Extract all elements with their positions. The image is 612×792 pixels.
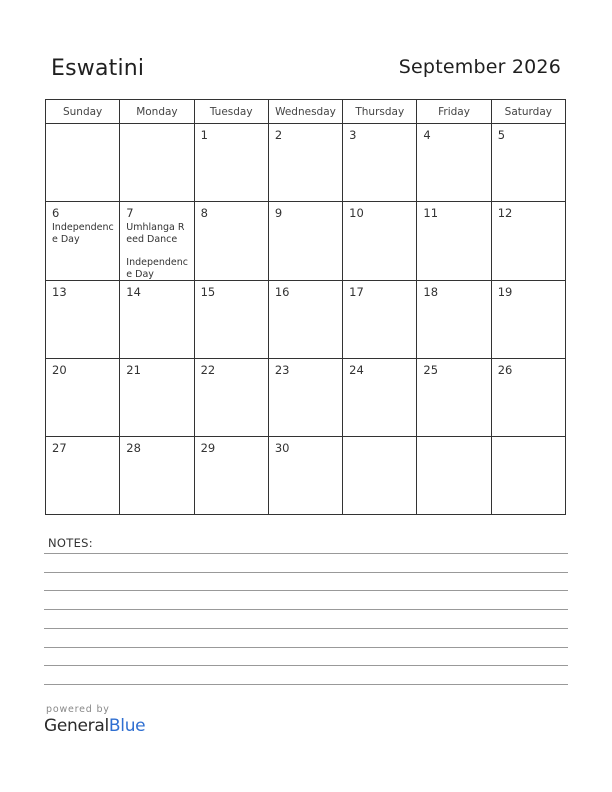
brand-blue-text: Blue xyxy=(108,716,146,736)
weekday-thursday: Thursday xyxy=(343,100,417,124)
day-cell xyxy=(417,202,491,281)
weekday-header-row xyxy=(46,100,566,124)
day-cell xyxy=(343,202,417,281)
day-number xyxy=(492,437,565,441)
day-number: 26 xyxy=(497,363,513,377)
holiday-label: Umhlanga Reed Dance xyxy=(126,222,185,245)
day-number: 28 xyxy=(126,441,141,455)
day-cell xyxy=(417,359,491,437)
country-title: Eswatini xyxy=(51,56,145,81)
day-number: 9 xyxy=(274,206,283,220)
day-number: 12 xyxy=(497,206,513,220)
week-row xyxy=(46,202,566,281)
day-number: 13 xyxy=(52,285,67,299)
day-number xyxy=(120,124,193,128)
week-row xyxy=(46,124,566,202)
day-number: 21 xyxy=(126,363,141,377)
week-row xyxy=(46,281,566,359)
day-number: 3 xyxy=(349,128,357,142)
day-number xyxy=(417,437,490,441)
day-number: 6 xyxy=(52,206,60,220)
month-year-title: September 2026 xyxy=(398,56,561,78)
day-cell xyxy=(194,359,268,437)
note-line xyxy=(44,590,568,591)
day-cell xyxy=(491,124,565,202)
day-cell xyxy=(46,281,120,359)
weekday-wednesday: Wednesday xyxy=(268,100,342,124)
day-cell xyxy=(268,437,342,515)
day-number: 20 xyxy=(52,363,67,377)
day-number: 5 xyxy=(497,128,506,142)
day-number: 29 xyxy=(200,441,216,455)
powered-by-text: powered by xyxy=(46,704,110,715)
day-cell xyxy=(46,202,120,281)
day-cell xyxy=(491,202,565,281)
day-cell xyxy=(120,202,194,281)
notes-label: NOTES: xyxy=(48,536,93,550)
brand-general-text: General xyxy=(44,716,109,736)
day-number: 17 xyxy=(349,285,364,299)
weekday-friday: Friday xyxy=(417,100,491,124)
note-line xyxy=(44,665,568,666)
day-number: 25 xyxy=(423,363,439,377)
day-cell xyxy=(343,124,417,202)
day-cell xyxy=(194,281,268,359)
day-cell xyxy=(491,359,565,437)
weekday-monday: Monday xyxy=(120,100,194,124)
calendar-grid xyxy=(45,99,566,515)
day-cell xyxy=(268,124,342,202)
day-number: 7 xyxy=(126,206,134,220)
day-cell xyxy=(46,437,120,515)
week-row xyxy=(46,359,566,437)
day-number: 16 xyxy=(274,285,290,299)
day-cell xyxy=(120,124,194,202)
week-row xyxy=(46,437,566,515)
day-cell xyxy=(46,124,120,202)
note-line xyxy=(44,572,568,573)
note-line xyxy=(44,647,568,648)
day-number: 2 xyxy=(274,128,283,142)
day-cell xyxy=(491,281,565,359)
note-line xyxy=(44,684,568,685)
day-number: 27 xyxy=(52,441,67,455)
day-cell xyxy=(120,281,194,359)
day-cell xyxy=(343,437,417,515)
day-number: 11 xyxy=(423,206,439,220)
day-cell xyxy=(46,359,120,437)
day-number xyxy=(343,437,416,441)
day-number: 30 xyxy=(274,441,290,455)
day-number: 8 xyxy=(200,206,208,220)
note-line xyxy=(44,553,568,554)
day-number: 24 xyxy=(349,363,364,377)
day-number: 1 xyxy=(200,128,208,142)
day-number xyxy=(46,124,119,128)
day-cell xyxy=(417,437,491,515)
note-line xyxy=(44,609,568,610)
weekday-tuesday: Tuesday xyxy=(194,100,268,124)
day-cell xyxy=(417,281,491,359)
day-cell xyxy=(343,359,417,437)
day-number: 15 xyxy=(200,285,216,299)
day-cell xyxy=(491,437,565,515)
weekday-sunday: Sunday xyxy=(46,100,120,124)
day-cell xyxy=(268,281,342,359)
weekday-saturday: Saturday xyxy=(491,100,565,124)
day-number: 10 xyxy=(349,206,364,220)
generalblue-logo[interactable] xyxy=(44,716,145,736)
day-cell xyxy=(268,359,342,437)
holiday-label: Independence Day xyxy=(52,222,114,245)
note-line xyxy=(44,628,568,629)
day-number: 18 xyxy=(423,285,439,299)
day-number: 23 xyxy=(274,363,290,377)
day-cell xyxy=(194,437,268,515)
day-number: 22 xyxy=(200,363,216,377)
day-number: 19 xyxy=(497,285,513,299)
day-number: 14 xyxy=(126,285,141,299)
day-cell xyxy=(194,202,268,281)
day-cell xyxy=(343,281,417,359)
day-cell xyxy=(417,124,491,202)
day-cell xyxy=(120,437,194,515)
holiday-label: Independence Day xyxy=(126,257,188,280)
day-cell xyxy=(268,202,342,281)
day-cell xyxy=(120,359,194,437)
day-number: 4 xyxy=(423,128,431,142)
day-cell xyxy=(194,124,268,202)
